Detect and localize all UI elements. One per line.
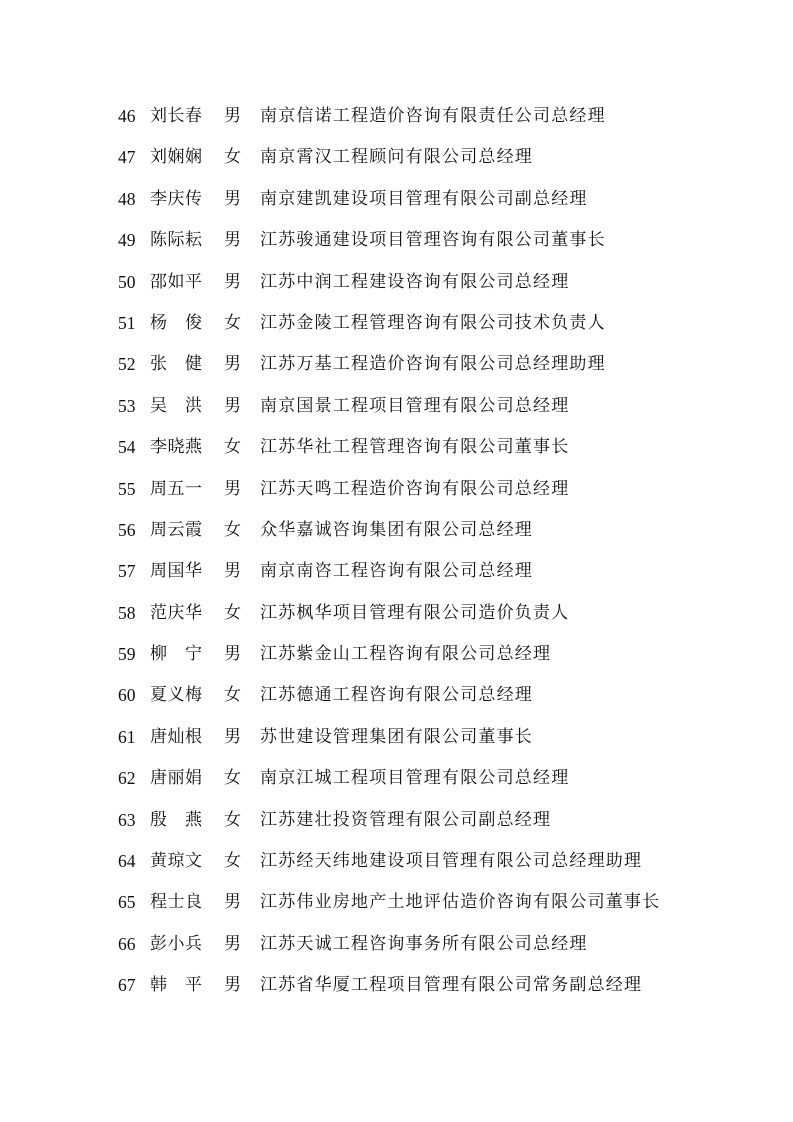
list-item <box>0 593 793 634</box>
person-name: 黄琼文 <box>150 851 203 872</box>
row-number: 49 <box>118 230 136 251</box>
organization-title: 江苏华社工程管理咨询有限公司董事长 <box>260 437 570 458</box>
person-name: 唐灿根 <box>150 726 203 747</box>
row-number: 46 <box>118 106 136 126</box>
person-gender: 男 <box>224 478 241 499</box>
organization-title: 江苏伟业房地产土地评估造价咨询有限公司董事长 <box>260 892 661 913</box>
list-item <box>0 965 793 1006</box>
list-item <box>0 510 793 551</box>
organization-title: 南京国景工程项目管理有限公司总经理 <box>260 395 570 416</box>
person-gender: 男 <box>224 561 241 582</box>
person-gender: 男 <box>224 975 241 996</box>
row-number: 60 <box>118 685 136 706</box>
row-number: 47 <box>118 147 136 168</box>
person-name: 杨 俊 <box>150 312 203 333</box>
list-item <box>0 179 793 220</box>
organization-title: 江苏万基工程造价咨询有限公司总经理助理 <box>260 354 606 375</box>
list-item <box>0 758 793 799</box>
person-name: 唐丽娟 <box>150 768 203 789</box>
organization-title: 南京江城工程项目管理有限公司总经理 <box>260 768 570 789</box>
row-number: 59 <box>118 644 136 665</box>
row-number: 57 <box>118 561 136 582</box>
row-number: 62 <box>118 768 136 789</box>
person-name: 张 健 <box>150 354 203 375</box>
list-item <box>0 469 793 510</box>
organization-title: 苏世建设管理集团有限公司董事长 <box>260 726 533 747</box>
person-gender: 女 <box>224 685 241 706</box>
person-gender: 男 <box>224 933 241 954</box>
person-gender: 男 <box>224 892 241 913</box>
person-name: 周云霞 <box>150 519 203 540</box>
person-gender: 男 <box>224 271 241 292</box>
organization-title: 南京霄汉工程顾问有限公司总经理 <box>260 147 533 168</box>
person-name: 殷 燕 <box>150 809 203 830</box>
list-item <box>0 220 793 261</box>
row-number: 56 <box>118 519 136 540</box>
list-item <box>0 675 793 716</box>
person-name: 韩 平 <box>150 975 203 996</box>
person-name: 李晓燕 <box>150 437 203 458</box>
person-gender: 男 <box>224 726 241 747</box>
list-item <box>0 344 793 385</box>
person-name: 柳 宁 <box>150 644 203 665</box>
list-item <box>0 717 793 758</box>
organization-title: 南京信诺工程造价咨询有限责任公司总经理 <box>260 106 606 126</box>
person-name: 夏义梅 <box>150 685 203 706</box>
list-item <box>0 551 793 592</box>
person-gender: 女 <box>224 768 241 789</box>
person-name: 周国华 <box>150 561 203 582</box>
organization-title: 江苏省华厦工程项目管理有限公司常务副总经理 <box>260 975 643 996</box>
person-gender: 女 <box>224 519 241 540</box>
row-number: 52 <box>118 354 136 375</box>
person-name: 邵如平 <box>150 271 203 292</box>
person-gender: 女 <box>224 851 241 872</box>
list-item <box>0 386 793 427</box>
row-number: 55 <box>118 478 136 499</box>
row-number: 53 <box>118 395 136 416</box>
person-name: 程士良 <box>150 892 203 913</box>
person-name: 范庆华 <box>150 602 203 623</box>
organization-title: 众华嘉诚咨询集团有限公司总经理 <box>260 519 533 540</box>
organization-title: 江苏天诚工程咨询事务所有限公司总经理 <box>260 933 588 954</box>
row-number: 63 <box>118 809 136 830</box>
person-gender: 男 <box>224 644 241 665</box>
person-gender: 女 <box>224 602 241 623</box>
list-item <box>0 427 793 468</box>
person-gender: 女 <box>224 312 241 333</box>
list-item <box>0 262 793 303</box>
member-list <box>0 96 793 1007</box>
row-number: 65 <box>118 892 136 913</box>
person-name: 刘长春 <box>150 106 203 126</box>
list-item <box>0 882 793 923</box>
list-item <box>0 841 793 882</box>
list-item <box>0 800 793 841</box>
person-name: 彭小兵 <box>150 933 203 954</box>
person-gender: 女 <box>224 809 241 830</box>
person-gender: 女 <box>224 147 241 168</box>
row-number: 54 <box>118 437 136 458</box>
organization-title: 江苏建壮投资管理有限公司副总经理 <box>260 809 552 830</box>
row-number: 58 <box>118 602 136 623</box>
list-item <box>0 137 793 178</box>
organization-title: 江苏枫华项目管理有限公司造价负责人 <box>260 602 570 623</box>
row-number: 50 <box>118 271 136 292</box>
person-gender: 男 <box>224 106 241 126</box>
organization-title: 江苏德通工程咨询有限公司总经理 <box>260 685 533 706</box>
person-gender: 男 <box>224 230 241 251</box>
row-number: 64 <box>118 851 136 872</box>
organization-title: 江苏经天纬地建设项目管理有限公司总经理助理 <box>260 851 643 872</box>
organization-title: 南京南咨工程咨询有限公司总经理 <box>260 561 533 582</box>
person-gender: 女 <box>224 437 241 458</box>
person-gender: 男 <box>224 188 241 209</box>
person-name: 吴 洪 <box>150 395 203 416</box>
organization-title: 江苏骏通建设项目管理咨询有限公司董事长 <box>260 230 606 251</box>
list-item <box>0 924 793 965</box>
row-number: 67 <box>118 975 136 996</box>
row-number: 61 <box>118 726 136 747</box>
organization-title: 南京建凯建设项目管理有限公司副总经理 <box>260 188 588 209</box>
organization-title: 江苏紫金山工程咨询有限公司总经理 <box>260 644 552 665</box>
list-item <box>0 303 793 344</box>
row-number: 48 <box>118 188 136 209</box>
organization-title: 江苏金陵工程管理咨询有限公司技术负责人 <box>260 312 606 333</box>
person-gender: 男 <box>224 354 241 375</box>
list-item <box>0 96 793 137</box>
row-number: 66 <box>118 933 136 954</box>
person-name: 陈际耘 <box>150 230 203 251</box>
person-name: 李庆传 <box>150 188 203 209</box>
row-number: 51 <box>118 312 136 333</box>
organization-title: 江苏中润工程建设咨询有限公司总经理 <box>260 271 570 292</box>
organization-title: 江苏天鸣工程造价咨询有限公司总经理 <box>260 478 570 499</box>
person-name: 刘娴娴 <box>150 147 203 168</box>
person-gender: 男 <box>224 395 241 416</box>
list-item <box>0 634 793 675</box>
person-name: 周五一 <box>150 478 203 499</box>
